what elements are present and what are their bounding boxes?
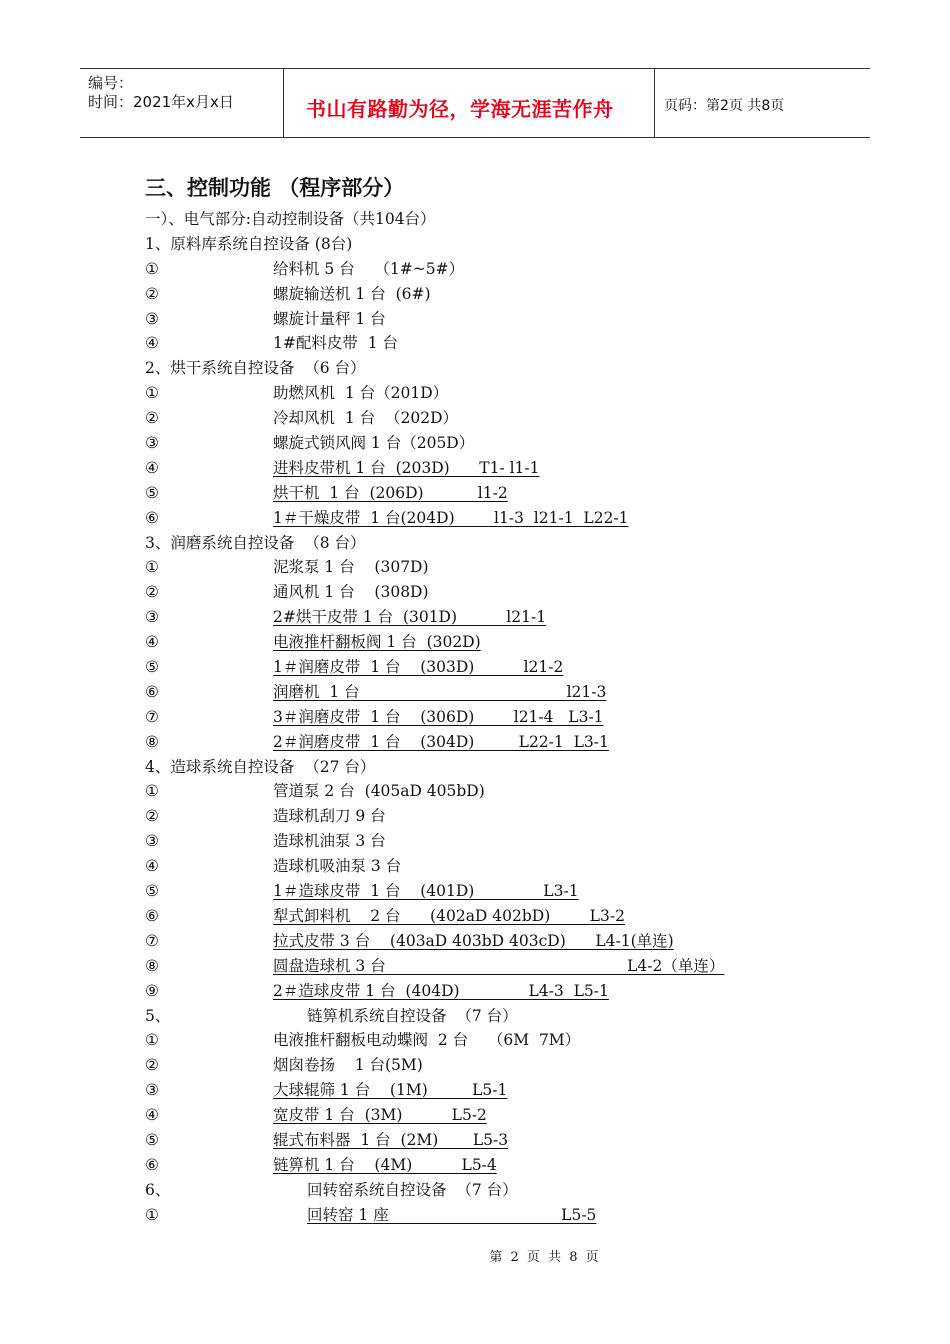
item-number: ③ [145, 832, 159, 851]
item-number: ④ [145, 334, 159, 353]
item-text: 1＃润磨皮带 1 台 (303D) l21-2 [273, 658, 564, 677]
item-text: 回转窑系统自控设备 （7 台） [307, 1180, 518, 1199]
item-text: 宽皮带 1 台 (3M) L5-2 [273, 1106, 487, 1125]
item-number: ③ [145, 434, 159, 453]
item-text: 辊式布料器 1 台 (2M) L5-3 [273, 1130, 509, 1149]
item-number: ⑤ [145, 1130, 159, 1149]
item-text: 2＃造球皮带 1 台 (404D) L4-3 L5-1 [273, 981, 609, 1000]
item-text: 造球机刮刀 9 台 [273, 807, 386, 826]
list-item [0, 605, 950, 630]
item-text: 螺旋计量秤 1 台 [273, 309, 386, 328]
item-text: 螺旋输送机 1 台 (6#) [273, 284, 431, 303]
list-item [0, 705, 950, 730]
item-text: 泥浆泵 1 台 (307D) [273, 558, 429, 577]
item-text: 通风机 1 台 (308D) [273, 583, 429, 602]
item-number: ④ [145, 1106, 159, 1125]
list-item [0, 406, 950, 431]
item-text: 大球辊筛 1 台 (1M) L5-1 [273, 1081, 508, 1100]
list-item [0, 979, 950, 1004]
item-number: ① [145, 1031, 159, 1050]
item-text: 润磨机 1 台 l21-3 [273, 682, 607, 701]
item-text: 1#配料皮带 1 台 [273, 334, 398, 353]
list-item [0, 1153, 950, 1178]
list-item [0, 630, 950, 655]
list-item [0, 929, 950, 954]
item-number: ② [145, 583, 159, 602]
list-item [0, 1004, 950, 1029]
item-text: 给料机 5 台 （1#~5#） [273, 259, 465, 278]
heading-text: 3、润磨系统自控设备 （8 台） [145, 533, 366, 552]
item-text: 烘干机 1 台 (206D) l1-2 [273, 483, 508, 502]
list-heading [0, 207, 950, 232]
heading-text: 一）、电气部分:自动控制设备（共104台） [145, 210, 436, 228]
list-item [0, 506, 950, 531]
item-number: ⑧ [145, 956, 159, 975]
list-item [0, 456, 950, 481]
list-item [0, 1103, 950, 1128]
item-number: ⑥ [145, 906, 159, 925]
list-item [0, 282, 950, 307]
item-number: ② [145, 807, 159, 826]
item-text: 2＃润磨皮带 1 台 (304D) L22-1 L3-1 [273, 732, 609, 751]
item-text: 1＃干燥皮带 1 台(204D) l1-3 l21-1 L22-1 [273, 508, 629, 527]
item-text: 助燃风机 1 台（201D） [273, 384, 449, 403]
item-text: 冷却风机 1 台 （202D） [273, 409, 459, 428]
list-item [0, 879, 950, 904]
item-number: ③ [145, 309, 159, 328]
section-title: 三、控制功能 （程序部分） [145, 176, 405, 200]
item-number: ⑦ [145, 931, 159, 950]
list-item [0, 954, 950, 979]
item-number: ⑥ [145, 508, 159, 527]
list-item [0, 307, 950, 332]
item-text: 电液推杆翻板阀 1 台 (302D) [273, 633, 481, 652]
list-item [0, 730, 950, 755]
item-number: ⑦ [145, 707, 159, 726]
list-item [0, 804, 950, 829]
item-number: ② [145, 284, 159, 303]
item-number: ⑤ [145, 658, 159, 677]
page-header-table [80, 68, 870, 138]
item-number: ⑥ [145, 1155, 159, 1174]
list-item [0, 1203, 950, 1228]
list-item [0, 1128, 950, 1153]
header-page-cell [655, 69, 870, 137]
list-item [0, 779, 950, 804]
list-item [0, 555, 950, 580]
item-number: ③ [145, 608, 159, 627]
heading-text: 1、原料库系统自控设备 (8台) [145, 234, 353, 253]
list-item [0, 854, 950, 879]
page-number-label: 页码：第2页 共8页 [664, 98, 785, 114]
list-item [0, 431, 950, 456]
item-number: ④ [145, 857, 159, 876]
item-text: 犁式卸料机 2 台 (402aD 402bD) L3-2 [273, 906, 625, 925]
item-text: 1＃造球皮带 1 台 (401D) L3-1 [273, 882, 579, 901]
page-footer [0, 1246, 950, 1265]
list-heading [0, 232, 950, 257]
equipment-list [0, 207, 950, 1228]
header-motto-cell [284, 69, 655, 137]
time-label: 时间：2021年x月x日 [88, 93, 234, 111]
list-item [0, 381, 950, 406]
item-number: ① [145, 558, 159, 577]
list-item [0, 655, 950, 680]
code-label: 编号： [88, 74, 134, 92]
item-text: 圆盘造球机 3 台 L4-2（单连） [273, 956, 725, 975]
item-number: ④ [145, 633, 159, 652]
item-number: 5、 [145, 1006, 171, 1025]
header-meta-cell [80, 69, 284, 137]
list-heading [0, 356, 950, 381]
item-text: 螺旋式锁风阀 1 台（205D） [273, 434, 475, 453]
item-text: 链箅机系统自控设备 （7 台） [307, 1006, 518, 1025]
list-item [0, 257, 950, 282]
list-item [0, 1028, 950, 1053]
item-text: 拉式皮带 3 台 (403aD 403bD 403cD) L4-1(单连) [273, 931, 674, 950]
item-number: ⑤ [145, 483, 159, 502]
item-number: ③ [145, 1081, 159, 1100]
item-number: ① [145, 1205, 159, 1224]
item-text: 造球机油泵 3 台 [273, 832, 386, 851]
list-heading [0, 755, 950, 780]
item-number: ④ [145, 458, 159, 477]
item-text: 进料皮带机 1 台 (203D) T1- l1-1 [273, 458, 540, 477]
list-item [0, 904, 950, 929]
item-number: ⑤ [145, 882, 159, 901]
item-number: 6、 [145, 1180, 171, 1199]
item-text: 电液推杆翻板电动蝶阀 2 台 （6M 7M） [273, 1031, 581, 1050]
item-text: 2#烘干皮带 1 台 (301D) l21-1 [273, 608, 547, 627]
item-number: ⑥ [145, 682, 159, 701]
item-number: ① [145, 259, 159, 278]
item-number: ① [145, 384, 159, 403]
item-text: 烟囱卷扬 1 台(5M) [273, 1056, 423, 1075]
item-number: ⑨ [145, 981, 159, 1000]
item-number: ① [145, 782, 159, 801]
item-number: ⑧ [145, 732, 159, 751]
item-number: ② [145, 1056, 159, 1075]
heading-text: 2、烘干系统自控设备 （6 台） [145, 359, 366, 378]
item-number: ② [145, 409, 159, 428]
item-text: 管道泵 2 台 (405aD 405bD) [273, 782, 485, 801]
heading-text: 4、造球系统自控设备 （27 台） [145, 757, 376, 776]
list-heading [0, 531, 950, 556]
list-item [0, 331, 950, 356]
list-item [0, 1078, 950, 1103]
motto-text: 书山有路勤为径，学海无涯苦作舟 [306, 97, 614, 121]
item-text: 造球机吸油泵 3 台 [273, 857, 402, 876]
item-text: 链箅机 1 台 (4M) L5-4 [273, 1155, 497, 1174]
item-text: 回转窑 1 座 L5-5 [307, 1205, 597, 1224]
list-item [0, 481, 950, 506]
list-item [0, 1053, 950, 1078]
item-text: 3＃润磨皮带 1 台 (306D) l21-4 L3-1 [273, 707, 604, 726]
list-item [0, 1178, 950, 1203]
list-item [0, 680, 950, 705]
list-item [0, 580, 950, 605]
footer-page-number: 第 2 页 共 8 页 [489, 1250, 601, 1265]
list-item [0, 829, 950, 854]
